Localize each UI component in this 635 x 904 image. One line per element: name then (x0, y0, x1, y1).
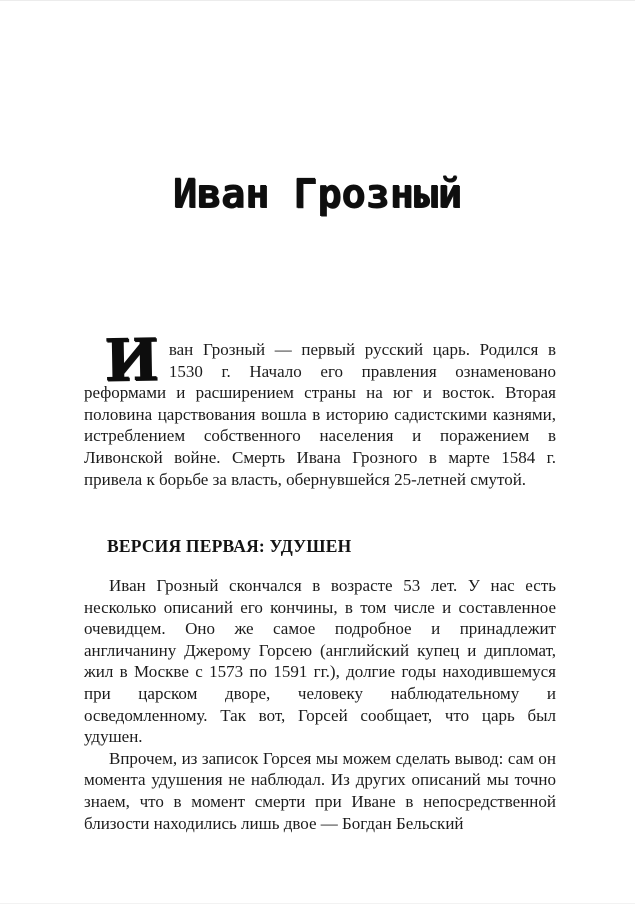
drop-cap: И (103, 325, 160, 395)
intro-text: ван Грозный — первый русский царь. Родился в 1530 г. Начало его правления ознаменовано реформами и расширением страны на юг и восток. Вторая половина царствования вошла в историю садистскими казнями, истреблением собственного населения и поражением в Ливонской войне. Смерть Ивана Грозного в марте 1584 г. привела к борьбе за власть, обернувшейся 25-летней смутой. (84, 340, 556, 489)
section-heading: ВЕРСИЯ ПЕРВАЯ: УДУШЕН (107, 536, 352, 556)
section-body (84, 575, 556, 834)
chapter-title: Иван Грозный (173, 171, 462, 217)
intro-paragraph (84, 325, 556, 490)
body-paragraph: Иван Грозный скончался в возрасте 53 лет. У нас есть несколько описаний его кончины, в том числе и составленное очевидцем. Оно же самое подробное и принадлежит англичанину Джерому Горсею (английский купец и дипломат, жил в Москве с 1573 по 1591 гг.), долгие годы находившемуся при царском дворе, человеку наблюдательному и осведомленному. Так вот, Горсей сообщает, что царь был удушен. (84, 576, 556, 747)
body-paragraph: Впрочем, из записок Горсея мы можем сделать вывод: сам он момента удушения не наблюдал. Из других описаний мы точно знаем, что в момент смерти при Иване в непосредственной близости находились лишь двое — Богдан Бельский (84, 748, 556, 833)
